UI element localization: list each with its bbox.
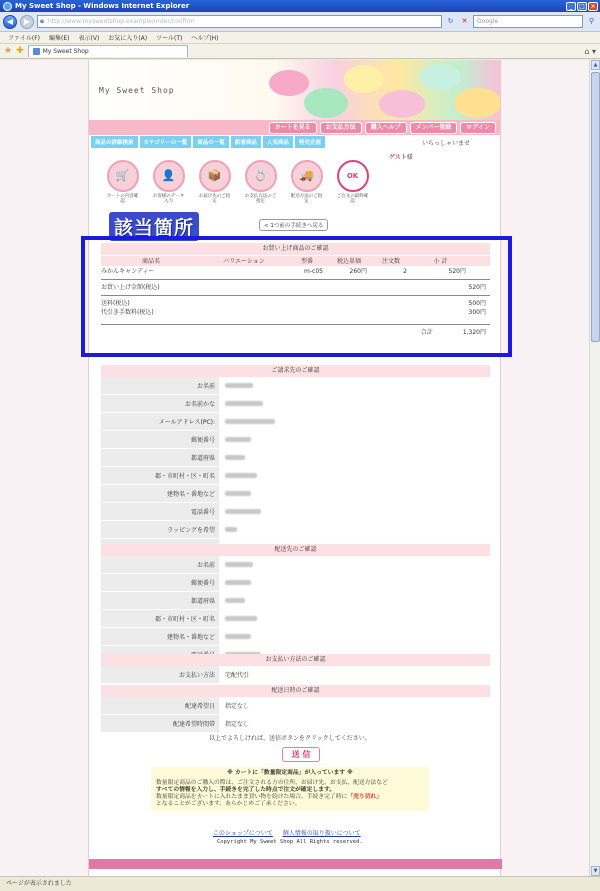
window-titlebar (0, 0, 600, 12)
page-favicon-icon (33, 48, 40, 55)
order-total-line: お買い上げ金額(税込) 520円 (101, 284, 486, 291)
candy-decoration (379, 90, 425, 118)
candy-decoration (304, 88, 348, 118)
scroll-down-icon[interactable]: ▼ (591, 866, 600, 876)
person-icon: 👤 (161, 169, 176, 182)
candy-decoration (419, 64, 461, 90)
nav-product-list[interactable]: 商品の一覧 (193, 136, 229, 148)
favorites-star-icon[interactable]: ★ (4, 46, 13, 56)
nav-new-products[interactable]: 新着商品 (231, 136, 261, 148)
highlight-label: 該当箇所 (109, 212, 199, 241)
step-final-confirm: OK ご注文の最終確認 (335, 160, 370, 204)
candy-decoration (269, 70, 309, 96)
nav-category-list[interactable]: カテゴリーの一覧 (140, 136, 192, 148)
tab-bar (0, 44, 600, 59)
shipping-confirm: 配送先のご確認 お名前 郵便番号 都道府県 郡・市町村・区・町名 建物名・番地など (101, 544, 490, 664)
order-column-headers: 商品名 バリエーション 型番 税込単価 注文数 小 計 (101, 255, 490, 266)
nav-special-sale[interactable]: 特売企画 (295, 136, 325, 148)
shop-logo[interactable]: My Sweet Shop (99, 86, 175, 95)
cart-icon: 🛒 (115, 169, 130, 182)
ring-icon: 💍 (253, 169, 268, 182)
back-step-button[interactable]: < 1つ前の手続きへ戻る (259, 219, 328, 231)
page-viewport (0, 60, 589, 876)
back-button[interactable]: ◀ (3, 15, 17, 29)
footer-links (213, 828, 369, 837)
copyright-text: Copyright My Sweet Shop All Rights reserved. (217, 839, 363, 845)
greeting-text: いらっしゃいませ (421, 139, 470, 147)
menu-edit[interactable]: 編集(E) (49, 35, 70, 42)
step-delivery-address: 📦 お届け先のご指定 (197, 160, 232, 204)
grand-total-line: 合計 1,320円 (420, 329, 486, 336)
cod-fee-line: 代引き手数料(税込) 300円 (101, 309, 486, 316)
menu-bar (0, 32, 600, 44)
purchase-help-button[interactable]: 購入ヘルプ (365, 122, 407, 134)
step-cart: 🛒 カートの内容確認 (105, 160, 140, 204)
limited-item-notice: ※ カートに「数量限定商品」が入っています ※ 数量限定商品のご購入の際は、ご注文される方の住所、お届け先、お支払、配送方法など すべての情報を入力し、手続きを完了した時点で注文が確定します。 数量限定商品をカートに入れたまま買い物を続けた場合、手続き完了時に「売り切れ」 となることがございます。あらかじめご了承ください。 (151, 767, 429, 811)
order-summary (101, 243, 490, 338)
status-bar: ページが表示されました (0, 876, 600, 891)
member-register-button[interactable]: メンバー登録 (410, 122, 458, 134)
payment-method-button[interactable]: お支払方法 (320, 122, 362, 134)
scroll-up-icon[interactable]: ▲ (591, 60, 600, 70)
maximize-button[interactable]: □ (577, 2, 587, 11)
step-payment: 💍 お支払方法のご指定 (243, 160, 278, 204)
search-input[interactable]: Google (473, 15, 583, 28)
home-icon[interactable]: ⌂ ▾ (584, 46, 596, 56)
payment-heading: お支払い方法のご確認 (101, 654, 490, 666)
address-toolbar (0, 12, 600, 32)
sub-navigation (89, 135, 500, 149)
payment-confirm: お支払い方法のご確認 お支払い方法 宅配代引 (101, 654, 490, 684)
billing-heading: ご請求先のご確認 (101, 365, 490, 377)
browser-tab[interactable] (28, 45, 188, 57)
menu-help[interactable]: ヘルプ(H) (191, 35, 219, 42)
candy-decoration (344, 65, 384, 93)
tab-title: My Sweet Shop (42, 48, 89, 55)
privacy-link[interactable]: 個人情報の取り扱いについて (282, 830, 361, 837)
shipping-heading: 配送先のご確認 (101, 544, 490, 556)
menu-favorites[interactable]: お気に入り(A) (108, 35, 148, 42)
shipping-fee-line: 送料(税込) 500円 (101, 300, 486, 307)
truck-icon: 🚚 (299, 169, 314, 182)
view-cart-button[interactable]: カートを見る (269, 122, 317, 134)
scroll-thumb[interactable] (591, 72, 600, 342)
step-customer-data: 👤 お客様のデータ入力 (151, 160, 186, 204)
top-navigation (89, 120, 500, 135)
confirm-instruction: 以上でよろしければ、送信ボタンをクリックしてください。 (209, 735, 371, 742)
login-button[interactable]: ログイン (460, 122, 496, 134)
candy-decoration (454, 88, 500, 118)
ie-logo-icon (3, 2, 12, 11)
nav-detailed-search[interactable]: 商品の詳細検索 (91, 136, 138, 148)
nav-popular-products[interactable]: 人気商品 (263, 136, 293, 148)
stop-icon[interactable]: ✕ (461, 17, 468, 25)
checkout-steps (105, 160, 370, 204)
guest-name: ゲスト様 (389, 154, 413, 161)
ok-icon: OK (346, 172, 359, 180)
add-favorite-icon[interactable]: ✚ (16, 46, 24, 56)
forward-button[interactable]: ▶ (20, 15, 34, 29)
about-shop-link[interactable]: このショップについて (213, 830, 273, 837)
shop-header (89, 60, 500, 120)
address-input[interactable]: e http://www.mysweetshop.example/order/confirm (37, 15, 442, 28)
billing-confirm: ご請求先のご確認 お名前 お名前かな メールアドレス(PC): 郵便番号 都道府県 郡・市町村・区・町名 建物名・番地など 電話番号 ラッピングを希望 (101, 365, 490, 565)
menu-view[interactable]: 表示(V) (78, 35, 100, 42)
window-title: My Sweet Shop - Windows Internet Explorer (15, 2, 190, 10)
order-heading: お買い上げ商品のご確認 (101, 243, 490, 255)
close-button[interactable]: × (588, 2, 598, 11)
menu-tools[interactable]: ツール(T) (156, 35, 183, 42)
send-button[interactable]: 送 信 (282, 747, 320, 762)
minimize-button[interactable]: _ (566, 2, 576, 11)
footer-bar (89, 859, 502, 869)
table-row: みかんキャンディー m-c05 260円 2 520円 (101, 268, 466, 275)
box-icon: 📦 (207, 169, 222, 182)
vertical-scrollbar[interactable] (589, 60, 600, 876)
step-shipping: 🚚 配送方法のご指定 (289, 160, 324, 204)
delivery-confirm: 配送日時のご確認 配達希望日 指定なし 配達希望時間帯 指定なし (101, 685, 490, 733)
shop-page (88, 60, 501, 876)
menu-file[interactable]: ファイル(F) (8, 35, 41, 42)
search-icon[interactable]: ⚲ (588, 17, 595, 25)
delivery-heading: 配送日時のご確認 (101, 685, 490, 697)
refresh-icon[interactable]: ↻ (447, 17, 454, 25)
